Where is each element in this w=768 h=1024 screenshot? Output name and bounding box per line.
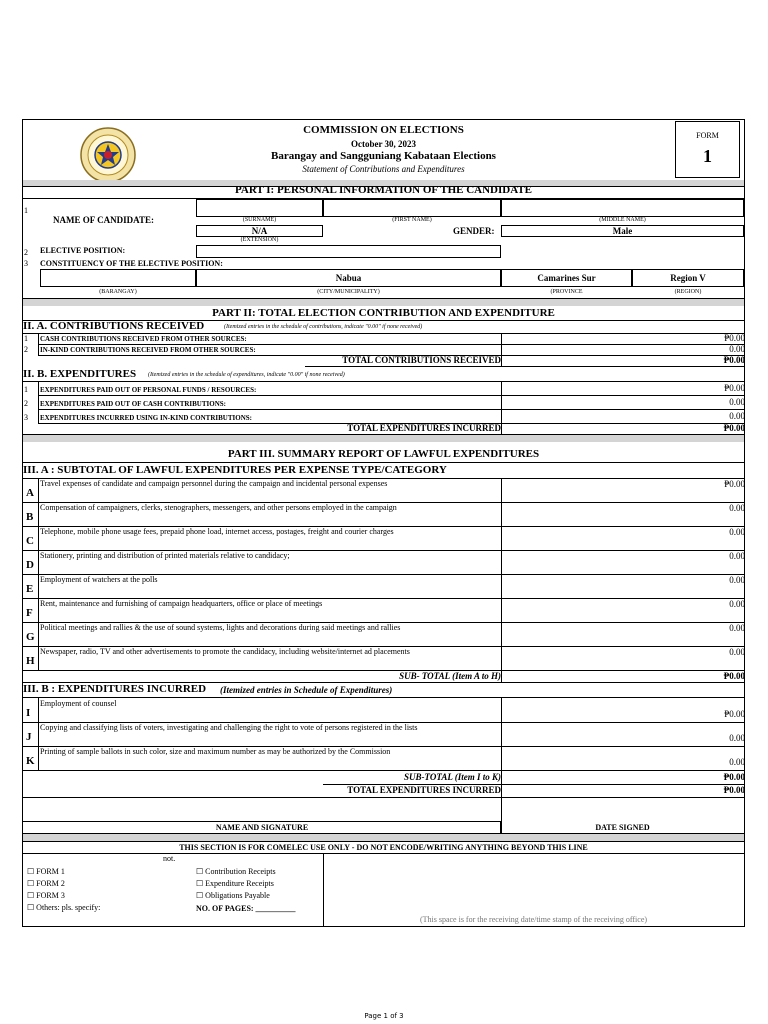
expenditures-title: II. B. EXPENDITURES [23, 368, 137, 380]
form3-option[interactable]: ☐ FORM 3 [27, 891, 65, 900]
checkbox-icon: ☐ [27, 867, 35, 876]
category-label: Newspaper, radio, TV and other advertisements to promote the candidacy, including website/internet ad placements [40, 647, 410, 656]
grand-total-value: ₱0.00 [723, 785, 745, 795]
category-amount[interactable]: 0.00 [729, 503, 745, 513]
category-amount[interactable]: 0.00 [729, 551, 745, 561]
row-line [38, 395, 744, 396]
column-line [38, 381, 39, 423]
row-line [23, 670, 744, 671]
part2-title: PART II: TOTAL ELECTION CONTRIBUTION AND EXPENDITURE [212, 307, 555, 319]
total-expenditures-label: TOTAL EXPENDITURES INCURRED [347, 423, 501, 433]
incurred-note: (Itemized entries in Schedule of Expenditures) [220, 685, 393, 695]
category-letter: E [26, 583, 34, 595]
category-label: Political meetings and rallies & the use of sound systems, lights and decorations during said meetings and rallies [40, 623, 401, 632]
category-label: Rent, maintenance and furnishing of campaign headquarters, office or place of meetings [40, 599, 323, 608]
gender-value: Male [612, 226, 633, 236]
form2-option[interactable]: ☐ FORM 2 [27, 879, 65, 888]
category-letter: H [26, 655, 35, 667]
category-label: Compensation of campaigners, clerks, stenographers, messengers, and other persons employed in the campaign [40, 503, 397, 512]
expenditure-amount[interactable]: 0.00 [729, 397, 745, 407]
subtotal-i-k-value: ₱0.00 [723, 772, 745, 782]
checkbox-icon: ☐ [27, 891, 35, 900]
comelec-use-title: THIS SECTION IS FOR COMELEC USE ONLY - DO NOT ENCODE/WRITING ANYTHING BEYOND THIS LINE [179, 843, 588, 852]
category-amount[interactable]: ₱0.00 [724, 479, 745, 489]
agency-title: COMMISSION ON ELECTIONS [303, 124, 464, 136]
expenditure-label: EXPENDITURES PAID OUT OF CASH CONTRIBUTIONS: [40, 400, 226, 408]
contribution-amount[interactable]: 0.00 [729, 344, 745, 354]
checkbox-icon: ☐ [27, 879, 35, 888]
column-line [501, 697, 502, 797]
stamp-note: (This space is for the receiving date/time stamp of the receiving office) [419, 915, 648, 924]
lawful-expenditures-title: III. A : SUBTOTAL OF LAWFUL EXPENDITURES PER EXPENSE TYPE/CATEGORY [23, 464, 447, 476]
expenditures-note: (Itemized entries in the schedule of expenditures, indicate "0.00" if none received) [148, 372, 345, 378]
subtotal-i-k-label: SUB-TOTAL (Item I to K) [403, 772, 501, 782]
name-signature-label: NAME AND SIGNATURE [215, 823, 309, 832]
election-name: Barangay and Sangguniang Kabataan Elections [271, 150, 496, 162]
region-value: Region V [670, 273, 706, 283]
subtotal-a-h-value: ₱0.00 [723, 671, 745, 681]
divider-bar [23, 834, 744, 841]
grand-total-label: TOTAL EXPENDITURES INCURRED [347, 785, 501, 795]
part1-title: PART I: PERSONAL INFORMATION OF THE CANDIDATE [234, 184, 533, 196]
form-label: FORM [696, 131, 719, 140]
position-field[interactable] [196, 245, 501, 258]
category-label: Printing of sample ballots in such color, size and maximum number as may be authorized by the Commission [40, 747, 391, 756]
region-field[interactable] [632, 269, 744, 287]
checkbox-icon: ☐ [196, 879, 204, 888]
expenditure-receipts-option[interactable]: ☐ Expenditure Receipts [196, 879, 274, 888]
category-letter: G [26, 631, 35, 643]
row-line [38, 409, 744, 410]
row-number: 2 [24, 345, 28, 354]
extension-field[interactable] [196, 225, 323, 237]
category-letter: D [26, 559, 34, 571]
form-number: 1 [703, 146, 712, 166]
category-label: Employment of watchers at the polls [40, 575, 158, 584]
row-number: 3 [24, 413, 28, 422]
category-label: Copying and classifying lists of voters, investigating and challenging the right to vote of persons registered in the lists [40, 723, 418, 732]
province-caption: (PROVINCE [550, 289, 583, 295]
city-caption: (CITY/MUNICIPALITY) [317, 289, 380, 295]
region-caption: (REGION) [674, 289, 702, 295]
extension-caption: (EXTENSION) [240, 237, 279, 243]
expenditure-amount[interactable]: ₱0.00 [724, 383, 745, 393]
row-line [38, 355, 744, 356]
category-amount[interactable]: 0.00 [729, 647, 745, 657]
column-line [38, 333, 39, 355]
gender-field[interactable] [501, 225, 744, 237]
category-label: Telephone, mobile phone usage fees, prepaid phone load, internet access, postages, freight and courier charges [40, 527, 394, 536]
surname-caption: (SURNAME) [242, 217, 277, 223]
page-number: Page 1 of 3 [364, 1012, 404, 1020]
category-amount[interactable]: ₱0.00 [724, 709, 745, 719]
name-label: NAME OF CANDIDATE: [53, 215, 154, 225]
category-letter: J [26, 731, 32, 743]
column-line [501, 478, 502, 682]
contributions-note: (Itemized entries in the schedule of contributions, indicate "0.00" if none received) [224, 324, 423, 330]
subtotal-a-h-label: SUB- TOTAL (Item A to H) [399, 671, 501, 681]
category-amount[interactable]: 0.00 [729, 733, 745, 743]
category-letter: B [26, 511, 34, 523]
total-contributions-label: TOTAL CONTRIBUTIONS RECEIVED [342, 355, 501, 365]
total-expenditures-value: ₱0.00 [723, 423, 745, 433]
category-amount[interactable]: 0.00 [729, 527, 745, 537]
constituency-label: CONSTITUENCY OF THE ELECTIVE POSITION: [40, 259, 223, 268]
pages-field[interactable]: NO. OF PAGES: __________ [196, 904, 296, 913]
column-line [38, 697, 39, 770]
city-field[interactable] [196, 269, 501, 287]
form-number-box [675, 121, 740, 178]
gender-label: GENDER: [453, 226, 495, 236]
row-number: 1 [24, 334, 28, 343]
checkbox-icon: ☐ [27, 903, 35, 912]
column-line [38, 478, 39, 670]
category-letter: C [26, 535, 34, 547]
checkbox-icon: ☐ [196, 867, 204, 876]
firstname-field[interactable] [323, 199, 501, 217]
middlename-field[interactable] [501, 199, 744, 217]
divider-bar [23, 299, 744, 306]
contribution-amount[interactable]: ₱0.00 [724, 333, 745, 343]
column-line [501, 381, 502, 434]
row-number: 2 [24, 399, 28, 408]
category-label: Stationery, printing and distribution of printed materials relative to candidacy; [40, 551, 290, 560]
date-signed-label: DATE SIGNED [595, 823, 650, 832]
expenditure-label: EXPENDITURES INCURRED USING IN-KIND CONTRIBUTIONS: [40, 414, 252, 422]
category-label: Employment of counsel [40, 699, 117, 708]
province-value: Camarines Sur [537, 273, 596, 283]
row-number: 1 [24, 206, 28, 215]
category-amount[interactable]: 0.00 [729, 599, 745, 609]
contributions-title: II. A. CONTRIBUTIONS RECEIVED [23, 320, 205, 332]
obligations-option[interactable]: ☐ Obligations Payable [196, 891, 270, 900]
checkbox-icon: ☐ [196, 891, 204, 900]
form1-option[interactable]: ☐ FORM 1 [27, 867, 65, 876]
contribution-label: CASH CONTRIBUTIONS RECEIVED FROM OTHER SOURCES: [40, 335, 247, 343]
row-number: 2 [24, 248, 28, 257]
row-number: 1 [24, 385, 28, 394]
others-option[interactable]: ☐ Others: pls. specify: [27, 903, 101, 912]
divider-bar [23, 435, 744, 442]
extension-value: N/A [251, 226, 268, 236]
row-line [38, 423, 744, 424]
row-number: 3 [24, 259, 28, 268]
election-form [22, 119, 745, 927]
expenditure-amount[interactable]: 0.00 [729, 411, 745, 421]
middlename-caption: (MIDDLE NAME) [599, 217, 646, 223]
barangay-caption: (BARANGAY) [99, 289, 137, 295]
election-date: October 30, 2023 [350, 139, 417, 149]
category-amount[interactable]: 0.00 [729, 623, 745, 633]
category-amount[interactable]: 0.00 [729, 757, 745, 767]
row-line [23, 770, 744, 771]
category-letter: K [26, 755, 35, 767]
column-line [501, 333, 502, 366]
contribution-label: IN-KIND CONTRIBUTIONS RECEIVED FROM OTHER SOURCES: [40, 346, 256, 354]
expenditure-label: EXPENDITURES PAID OUT OF PERSONAL FUNDS / RESOURCES: [40, 386, 257, 394]
incurred-title: III. B : EXPENDITURES INCURRED [23, 683, 207, 695]
category-amount[interactable]: 0.00 [729, 575, 745, 585]
category-letter: A [26, 487, 34, 499]
not-text: not. [163, 854, 176, 863]
statement-title: Statement of Contributions and Expenditures [302, 164, 465, 174]
firstname-caption: (FIRST NAME) [392, 217, 432, 223]
contribution-receipts-option[interactable]: ☐ Contribution Receipts [196, 867, 276, 876]
province-field[interactable] [501, 269, 632, 287]
position-label: ELECTIVE POSITION: [40, 246, 126, 255]
part3-title: PART III. SUMMARY REPORT OF LAWFUL EXPENDITURES [227, 448, 540, 460]
total-contributions-value: ₱0.00 [723, 355, 745, 365]
category-letter: F [26, 607, 33, 619]
barangay-field[interactable] [40, 269, 196, 287]
category-letter: I [26, 707, 31, 719]
city-value: Nabua [335, 273, 362, 283]
surname-field[interactable] [196, 199, 323, 217]
category-label: Travel expenses of candidate and campaign personnel during the campaign and incidental personal expenses [40, 479, 388, 488]
